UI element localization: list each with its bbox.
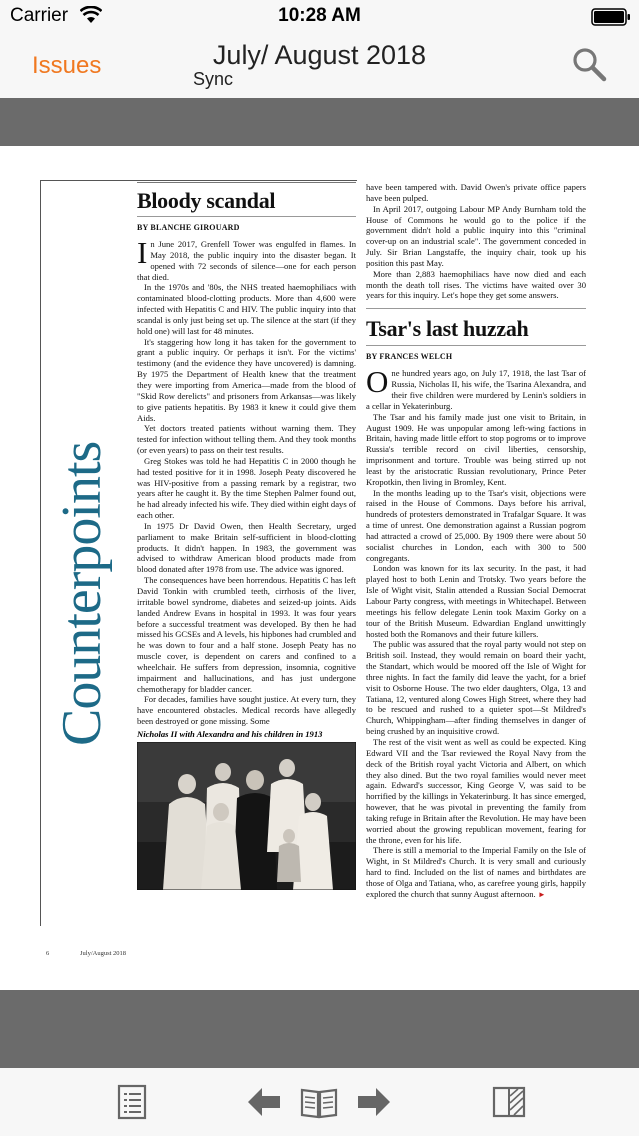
search-icon[interactable]: [571, 46, 607, 82]
frame-rule-top: [40, 180, 357, 181]
title-rule: [366, 345, 586, 346]
title-rule: [137, 216, 356, 217]
arrow-right-icon[interactable]: [354, 1082, 394, 1122]
article1-byline: BY BLANCHE GIROUARD: [137, 223, 240, 232]
folio-date: July/August 2018: [80, 950, 127, 957]
article1-paragraph: For decades, families have sought justice. At every turn, they have encountered obstacles. Medical records have allegedly been destroyed or gone missing. Some: [137, 694, 356, 727]
dropcap: O: [366, 364, 389, 400]
article1-body: [137, 235, 356, 727]
article2-paragraph: The Tsar and his family made just one visit to Britain, in August 1909. He was unpopular among left-wing factions in Britain, having made little effort to stop pogroms or to improve Russia's terrible record on civil liberties, censorship, imprisonment and torture. Trouble was being stirred up not least by the aristocratic Russian revolutionary, Prince Peter Kropotkin, then living in Bromley, Kent.: [366, 411, 586, 487]
article1-paragraph: have been tampered with. David Owen's private office papers have been pulped.: [366, 182, 586, 203]
article2-paragraph: The public was assured that the royal party would not step on British soil. Instead, they would remain on board their yacht, the Standart, which would be moored off the Isle of Wight for three nights. In fact the family did leave the yacht, for a brief visit to Osborne House. The two elder daughters, Olga, 13 and Tatiana, 12, ventured along Cowes High Street, where they had to be rescued and rushed to a quieter spot—St Mildred's Church, Whippingham—after finding themselves in danger of being crushed by an inquisitive crowd.: [366, 639, 586, 737]
frame-rule-left: [40, 180, 41, 926]
bottom-gray-band: [0, 990, 639, 1068]
romanov-family-photo: [137, 742, 356, 890]
section-label: Counterpoints: [51, 441, 113, 746]
battery-icon: [591, 8, 631, 26]
article2-paragraph: London was known for its lax security. In the past, it had played host to both Lenin and Trotsky. Two years before the Isle of Wight visit, Stalin attended a Russian Social Democrat Labour Party congress, with meetings in Whitechapel. Between meetings his fellow delegate Lenin took Maxim Gorky on a tour of the British Museum. Edwardian England unwittingly hosted both the Romanovs and their future killers.: [366, 563, 586, 639]
article-divider: [366, 308, 586, 309]
article2-byline: BY FRANCES WELCH: [366, 352, 453, 362]
status-bar: [0, 0, 639, 34]
article2-paragraph: The rest of the visit went as well as could be expected. King Edward VII and the Tsar reviewed the Royal Navy from the deck of the British royal yacht Victoria and Albert, on which they also dined. But the two royal families would never meet again. Edward's successor, King George V, was said to be horrified by the killings in Yekaterinburg. It has since emerged, however, that he was pivotal in preventing the family from taking refuge in Britain after the Revolution. He may have been worried about the growing republican movement, fearing for the throne, even for his life.: [366, 736, 586, 845]
magazine-page[interactable]: [0, 146, 639, 990]
article1-paragraph: It's staggering how long it has taken for the government to grant a public inquiry. Or perhaps it isn't. For the victims' testimony (and the evidence they have uncovered) is damning. By 1975 the Department of Health knew that the treatment they were importing from America—made from the blood of "Skid Row derelicts" and prisoners from Arkansas—was likely to give patients hepatitis. By 1983 it knew it could give them Aids.: [137, 336, 356, 423]
end-mark-icon: ►: [537, 889, 546, 899]
article1-paragraph: Yet doctors treated patients without warning them. They tested for infection without telling them. And they took months (or even years) to pass on their test results.: [137, 423, 356, 456]
article2-title: Tsar's last huzzah: [366, 316, 529, 342]
top-gray-band: [0, 98, 639, 146]
article1-paragraph: Greg Stokes was told he had Hepatitis C in 2000 though he had tested positive for it in 1998. Joseph Peaty discovered he was HIV-positive from a passing remark by a registrar, two years after he caught it. By the time Stephen Palmer found out, he had already infected his wife. They died within eight days of each other.: [137, 455, 356, 521]
article2-paragraph: In the months leading up to the Tsar's visit, objections were raised in the House of Commons. Days before his arrival, hundreds of protesters demonstrated in Trafalgar Square. It was a time of unrest. One demonstration against a Russian pogrom had attracted a crowd of 25,000. By 1909 there were about 50 socialist churches in London, each with 300 to 500 congregants.: [366, 487, 586, 563]
article1-paragraph: In June 2017, Grenfell Tower was engulfed in flames. In May 2018, the public inquiry into the disaster began. It opened with 72 seconds of silence—one for each person that died.: [137, 235, 356, 282]
contents-list-icon[interactable]: [111, 1082, 151, 1122]
article1-title: Bloody scandal: [137, 188, 276, 213]
issue-title: July/ August 2018: [212, 40, 427, 70]
article2-paragraph: There is still a memorial to the Imperial Family on the Isle of Wight, in St Mildred's Church. It is very small and curiously hard to find. Included on the list of names and birthdates are those of Olga and Tatiana, who, as carefree young girls, happily explored the church that sunny August afternoon. ►: [366, 845, 586, 899]
article2-paragraph: One hundred years ago, on July 17, 1918, the last Tsar of Russia, Nicholas II, his wife, the Tsarina Alexandra, and their five children were murdered by Lenin's soldiers in a cellar in Yekaterinburg.: [366, 364, 586, 411]
nav-bar: [0, 34, 639, 98]
page-layout-icon[interactable]: [489, 1082, 529, 1122]
article1-paragraph: In April 2017, outgoing Labour MP Andy Burnham told the House of Commons he would go to the police if the government didn't hold a public inquiry into this "criminal cover-up on an industrial scale". The government conceded in July. Sir Brian Langstaffe, the inquiry chair, took up his position this past May.: [366, 203, 586, 268]
open-book-icon[interactable]: [299, 1082, 339, 1122]
page-number: 6: [46, 950, 50, 957]
article1-paragraph: In the 1970s and '80s, the NHS treated haemophiliacs with contaminated blood-clotting products. More than 4,600 were infected with Hepatitis C and HIV. The public inquiry into that scandal is only just being set up. The silence at the start (if they hold one) will last for 48 minutes.: [137, 282, 356, 336]
bottom-toolbar: [0, 1068, 639, 1136]
article-column-right: [366, 182, 586, 901]
carrier-label: Carrier: [10, 5, 69, 26]
clock-time: 10:28 AM: [278, 5, 361, 26]
article2-body: [366, 364, 586, 900]
article1-continued: [366, 182, 586, 301]
dropcap: I: [137, 235, 148, 270]
arrow-left-icon[interactable]: [244, 1082, 284, 1122]
article1-paragraph: More than 2,883 haemophiliacs have now died and each month the death toll rises. The victims have waited over 30 years for this inquiry. Let's hope they get some answers.: [366, 268, 586, 301]
family-photo-illustration: [137, 742, 356, 890]
photo-caption: Nicholas II with Alexandra and his children in 1913: [137, 728, 323, 739]
sync-button[interactable]: Sync: [193, 69, 234, 89]
article1-paragraph: The consequences have been horrendous. Hepatitis C has left David Tonkin with crumbled teeth, cirrhosis of the liver, irritable bowel syndrome, diabetes and seized-up joints. Aids landed Andrew Evans in hospital in 1993. It was four years before a successful treatment was developed. By then he had missed his GCSEs and A levels, his hipbones had crumbled and he was down to four and a half stone. Joseph Peaty has no muscle cover, is dependent on carers and confined to a wheelchair. He suffers from depression, insomnia, cognitive impairment and hallucinations, and has just undergone chemotherapy for bladder cancer.: [137, 575, 356, 694]
issues-back-button[interactable]: Issues: [32, 52, 102, 79]
article-column-left: [137, 182, 356, 890]
article1-paragraph: In 1975 Dr David Owen, then Health Secretary, urged parliament to make Britain self-sufficient in blood-clotting products. It didn't happen. In 1983, the government was advised to withdraw American blood products made from blood donated after 1978 from use. The advice was ignored.: [137, 520, 356, 575]
column-rule: [137, 182, 356, 183]
